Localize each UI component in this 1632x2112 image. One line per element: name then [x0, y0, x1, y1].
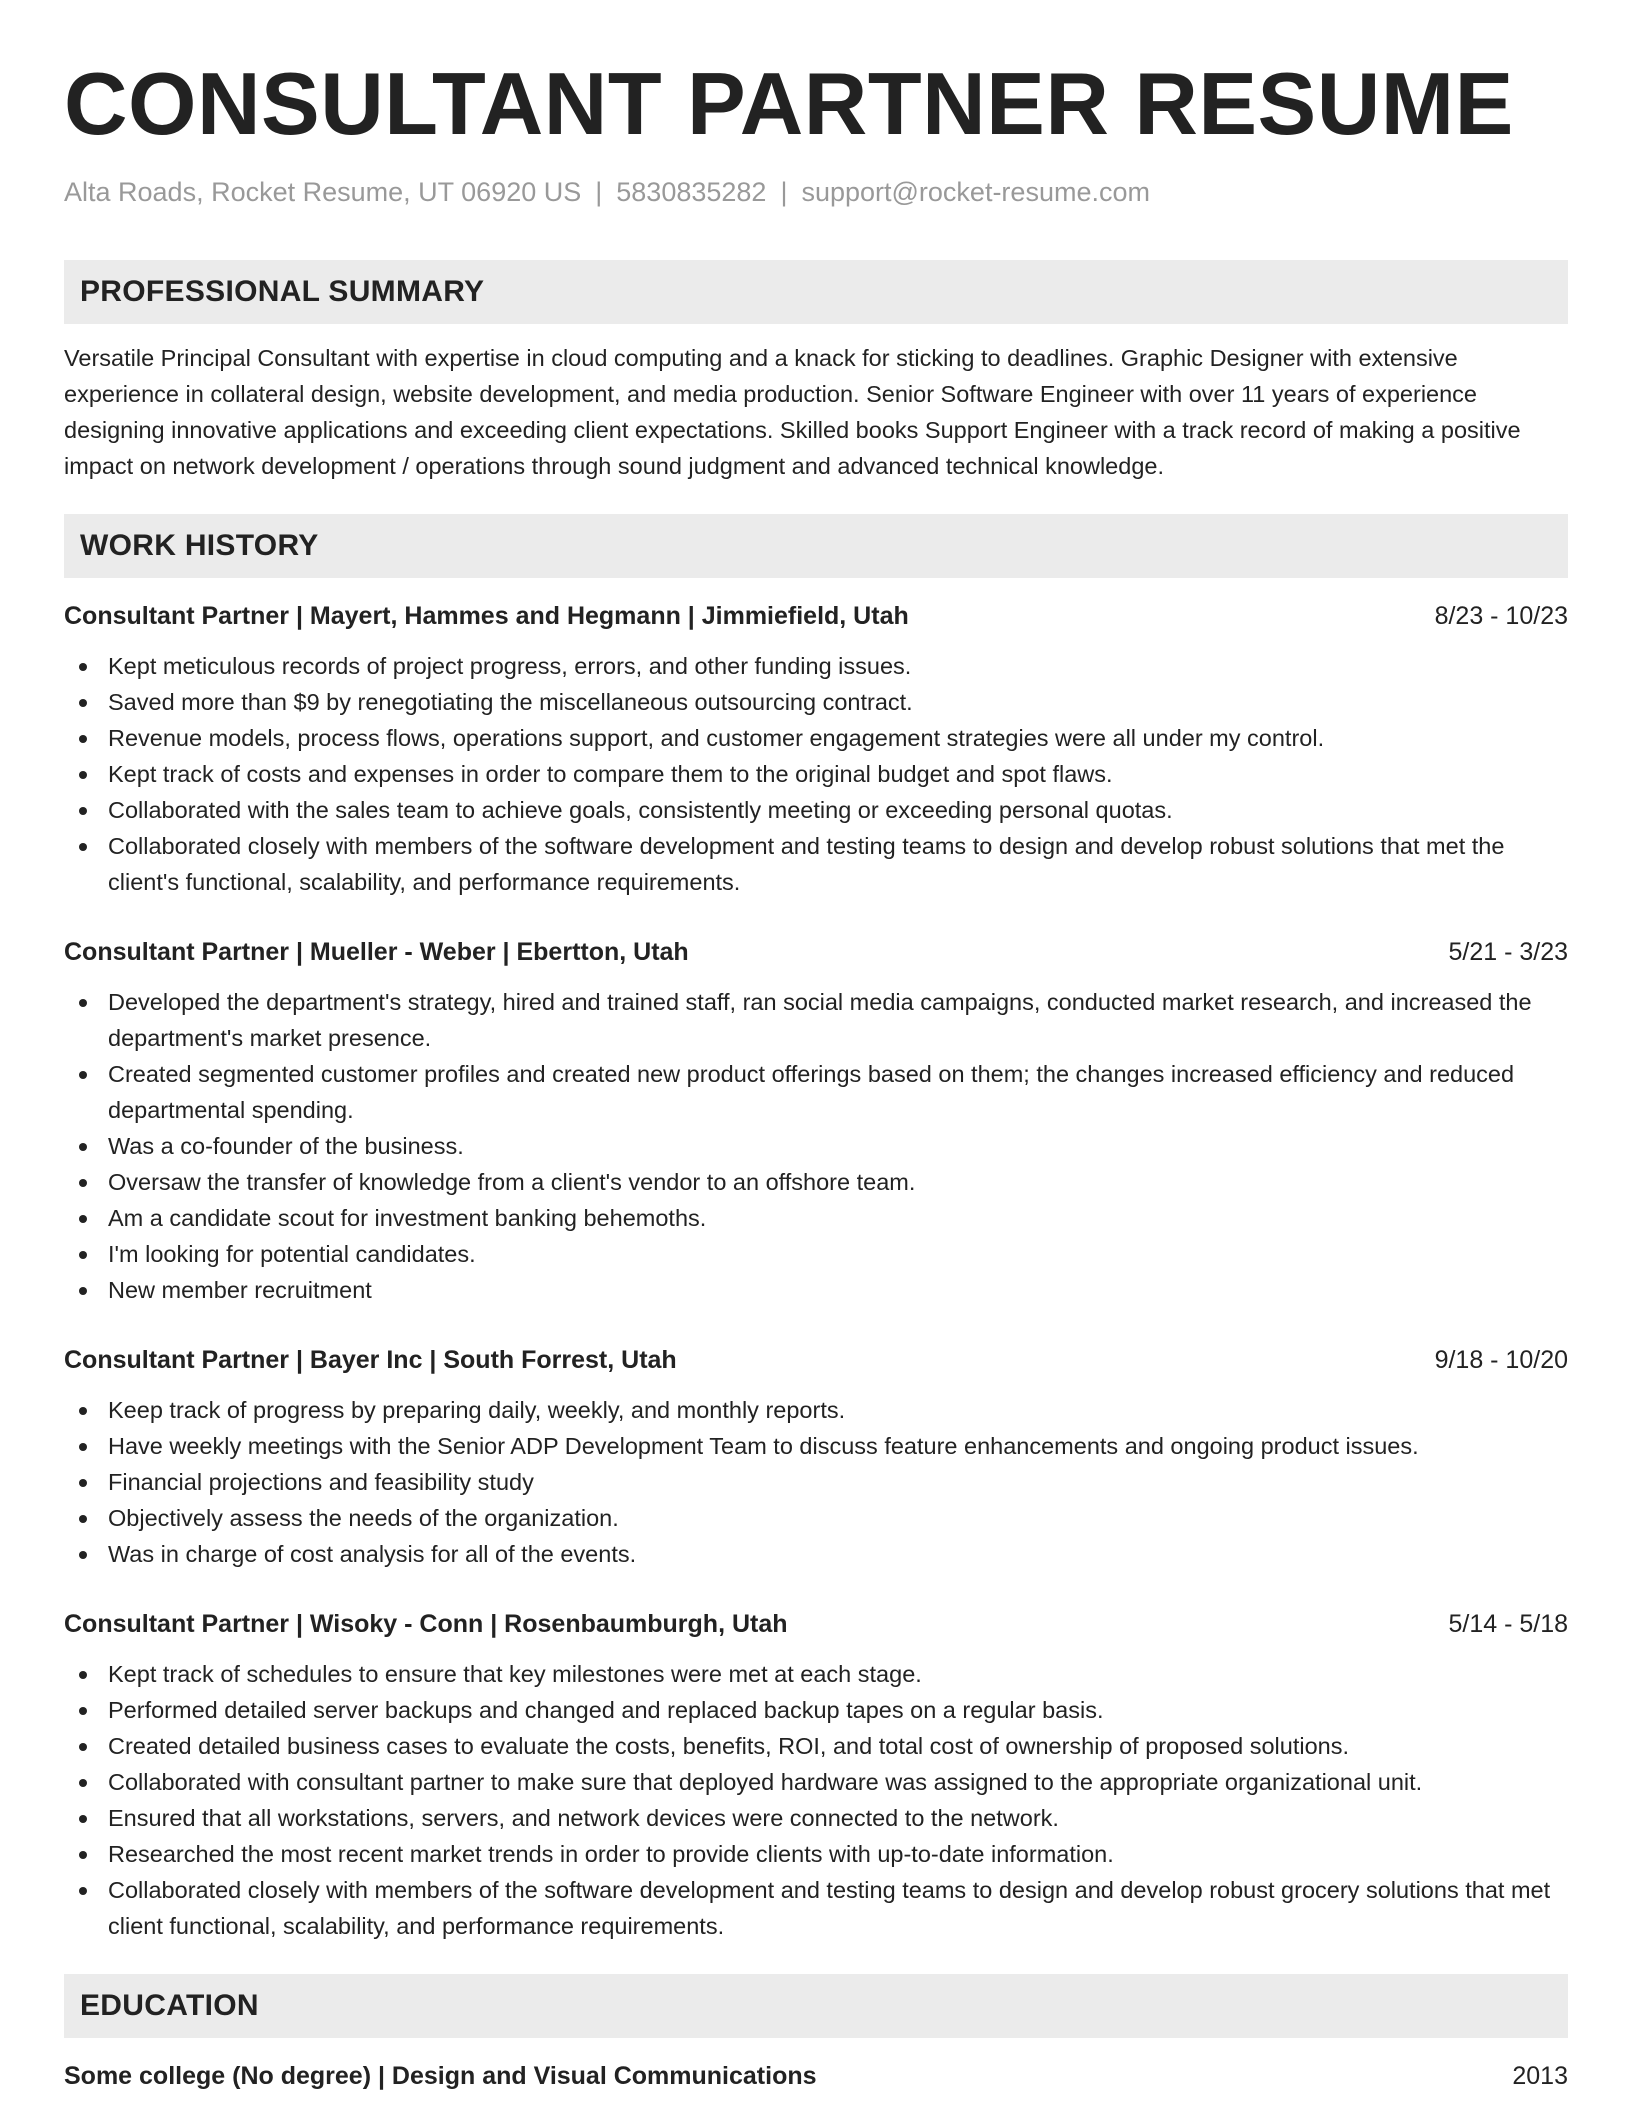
- job-bullet: [64, 828, 1568, 900]
- job-bullet: [64, 1164, 1568, 1200]
- bullet-text: Collaborated closely with members of the software development and testing teams to design and develop robust grocery solutions that met client functional, scalability, and performance requirements.: [108, 1877, 1551, 1939]
- job-bullet: [64, 1500, 1568, 1536]
- job-bullet: [64, 1692, 1568, 1728]
- bullet-dot-icon: [79, 1707, 87, 1715]
- job-header: [64, 598, 1568, 634]
- contact-address: Alta Roads, Rocket Resume, UT 06920 US: [64, 177, 582, 207]
- bullet-text: Revenue models, process flows, operations support, and customer engagement strategies were all under my control.: [108, 725, 1325, 751]
- bullet-dot-icon: [79, 1443, 87, 1451]
- bullet-dot-icon: [79, 771, 87, 779]
- job-entry: [64, 934, 1568, 1308]
- contact-line: [64, 174, 1568, 210]
- contact-separator: |: [780, 177, 788, 207]
- job-heading: Consultant Partner | Mueller - Weber | Ebertton, Utah: [64, 938, 689, 966]
- bullet-text: Was a co-founder of the business.: [108, 1133, 464, 1159]
- job-bullet: [64, 1272, 1568, 1308]
- bullet-text: Kept meticulous records of project progress, errors, and other funding issues.: [108, 653, 912, 679]
- job-bullet: [64, 1464, 1568, 1500]
- bullet-text: Keep track of progress by preparing daily, weekly, and monthly reports.: [108, 1397, 846, 1423]
- bullet-dot-icon: [79, 1251, 87, 1259]
- bullet-text: Researched the most recent market trends in order to provide clients with up-to-date information.: [108, 1841, 1114, 1867]
- bullet-text: Collaborated closely with members of the software development and testing teams to design and develop robust solutions that met the client's functional, scalability, and performance requirements.: [108, 833, 1505, 895]
- work-history-section: [64, 514, 1568, 1944]
- bullet-dot-icon: [79, 1479, 87, 1487]
- job-header: [64, 1342, 1568, 1378]
- education-section: [64, 1974, 1568, 2094]
- bullet-dot-icon: [79, 735, 87, 743]
- bullet-text: I'm looking for potential candidates.: [108, 1241, 476, 1267]
- bullet-text: Have weekly meetings with the Senior ADP Development Team to discuss feature enhancements and ongoing product issues.: [108, 1433, 1419, 1459]
- job-bullet: [64, 1536, 1568, 1572]
- bullet-text: Am a candidate scout for investment banking behemoths.: [108, 1205, 707, 1231]
- job-heading: Consultant Partner | Wisoky - Conn | Rosenbaumburgh, Utah: [64, 1610, 788, 1638]
- job-dates: 9/18 - 10/20: [1434, 1346, 1568, 1374]
- job-bullets: [64, 648, 1568, 900]
- professional-summary-section: [64, 260, 1568, 484]
- job-bullet: [64, 684, 1568, 720]
- job-bullet: [64, 1200, 1568, 1236]
- bullet-dot-icon: [79, 1143, 87, 1151]
- bullet-dot-icon: [79, 1671, 87, 1679]
- job-bullet: [64, 756, 1568, 792]
- bullet-text: Objectively assess the needs of the organization.: [108, 1505, 619, 1531]
- section-heading-education: EDUCATION: [64, 1974, 1568, 2038]
- bullet-text: Created detailed business cases to evaluate the costs, benefits, ROI, and total cost of ownership of proposed solutions.: [108, 1733, 1350, 1759]
- bullet-dot-icon: [79, 1779, 87, 1787]
- job-bullet: [64, 648, 1568, 684]
- job-heading: Consultant Partner | Bayer Inc | South Forrest, Utah: [64, 1346, 677, 1374]
- job-bullet: [64, 1428, 1568, 1464]
- bullet-dot-icon: [79, 1887, 87, 1895]
- job-bullet: [64, 1764, 1568, 1800]
- job-bullets: [64, 1392, 1568, 1572]
- bullet-dot-icon: [79, 1287, 87, 1295]
- bullet-dot-icon: [79, 1815, 87, 1823]
- job-bullet: [64, 1128, 1568, 1164]
- summary-text: Versatile Principal Consultant with expertise in cloud computing and a knack for sticking to deadlines. Graphic Designer with extensive experience in collateral design, website development, and media production. Senior Software Engineer with over 11 years of experience designing innovative applications and exceeding client expectations. Skilled books Support Engineer with a track record of making a positive impact on network development / operations through sound judgment and advanced technical knowledge.: [64, 345, 1521, 479]
- job-dates: 5/14 - 5/18: [1448, 1610, 1568, 1638]
- bullet-text: Oversaw the transfer of knowledge from a client's vendor to an offshore team.: [108, 1169, 916, 1195]
- job-bullet: [64, 1836, 1568, 1872]
- bullet-text: Kept track of costs and expenses in order to compare them to the original budget and spot flaws.: [108, 761, 1113, 787]
- job-entry: [64, 1606, 1568, 1944]
- job-bullet: [64, 1236, 1568, 1272]
- bullet-dot-icon: [79, 1179, 87, 1187]
- contact-phone: 5830835282: [616, 177, 767, 207]
- job-bullets: [64, 1656, 1568, 1944]
- contact-email: support@rocket-resume.com: [801, 177, 1150, 207]
- bullet-text: Collaborated with consultant partner to make sure that deployed hardware was assigned to the appropriate organizational unit.: [108, 1769, 1423, 1795]
- job-bullet: [64, 1656, 1568, 1692]
- resume-page: [64, 52, 1568, 2094]
- bullet-text: Financial projections and feasibility study: [108, 1469, 534, 1495]
- job-bullet: [64, 792, 1568, 828]
- education-year: 2013: [1512, 2062, 1568, 2090]
- bullet-dot-icon: [79, 1071, 87, 1079]
- section-heading-summary: PROFESSIONAL SUMMARY: [64, 260, 1568, 324]
- bullet-text: Was in charge of cost analysis for all of the events.: [108, 1541, 637, 1567]
- bullet-dot-icon: [79, 999, 87, 1007]
- education-degree: Some college (No degree) | Design and Visual Communications: [64, 2062, 817, 2090]
- bullet-text: Ensured that all workstations, servers, and network devices were connected to the network.: [108, 1805, 1059, 1831]
- bullet-dot-icon: [79, 1215, 87, 1223]
- job-bullet: [64, 984, 1568, 1056]
- section-heading-work-history: WORK HISTORY: [64, 514, 1568, 578]
- job-bullet: [64, 1392, 1568, 1428]
- bullet-dot-icon: [79, 699, 87, 707]
- job-entry: [64, 1342, 1568, 1572]
- bullet-text: Created segmented customer profiles and created new product offerings based on them; the changes increased efficiency and reduced departmental spending.: [108, 1061, 1515, 1123]
- bullet-dot-icon: [79, 1551, 87, 1559]
- job-bullet: [64, 1800, 1568, 1836]
- bullet-text: Saved more than $9 by renegotiating the miscellaneous outsourcing contract.: [108, 689, 913, 715]
- bullet-text: Kept track of schedules to ensure that key milestones were met at each stage.: [108, 1661, 922, 1687]
- bullet-dot-icon: [79, 807, 87, 815]
- bullet-dot-icon: [79, 1407, 87, 1415]
- bullet-dot-icon: [79, 1743, 87, 1751]
- bullet-dot-icon: [79, 663, 87, 671]
- job-bullet: [64, 720, 1568, 756]
- job-bullet: [64, 1056, 1568, 1128]
- job-dates: 5/21 - 3/23: [1448, 938, 1568, 966]
- resume-title: CONSULTANT PARTNER RESUME: [64, 54, 1514, 153]
- job-dates: 8/23 - 10/23: [1434, 602, 1568, 630]
- bullet-dot-icon: [79, 1515, 87, 1523]
- job-header: [64, 1606, 1568, 1642]
- bullet-text: Performed detailed server backups and changed and replaced backup tapes on a regular basis.: [108, 1697, 1104, 1723]
- job-header: [64, 934, 1568, 970]
- bullet-text: Developed the department's strategy, hired and trained staff, ran social media campaigns, conducted market research, and increased the department's market presence.: [108, 989, 1532, 1051]
- job-entry: [64, 598, 1568, 900]
- job-bullets: [64, 984, 1568, 1308]
- contact-separator: |: [595, 177, 603, 207]
- bullet-dot-icon: [79, 843, 87, 851]
- bullet-text: New member recruitment: [108, 1277, 372, 1303]
- education-entry: [64, 2058, 1568, 2094]
- bullet-dot-icon: [79, 1851, 87, 1859]
- bullet-text: Collaborated with the sales team to achieve goals, consistently meeting or exceeding personal quotas.: [108, 797, 1173, 823]
- job-heading: Consultant Partner | Mayert, Hammes and Hegmann | Jimmiefield, Utah: [64, 602, 909, 630]
- job-bullet: [64, 1872, 1568, 1944]
- job-bullet: [64, 1728, 1568, 1764]
